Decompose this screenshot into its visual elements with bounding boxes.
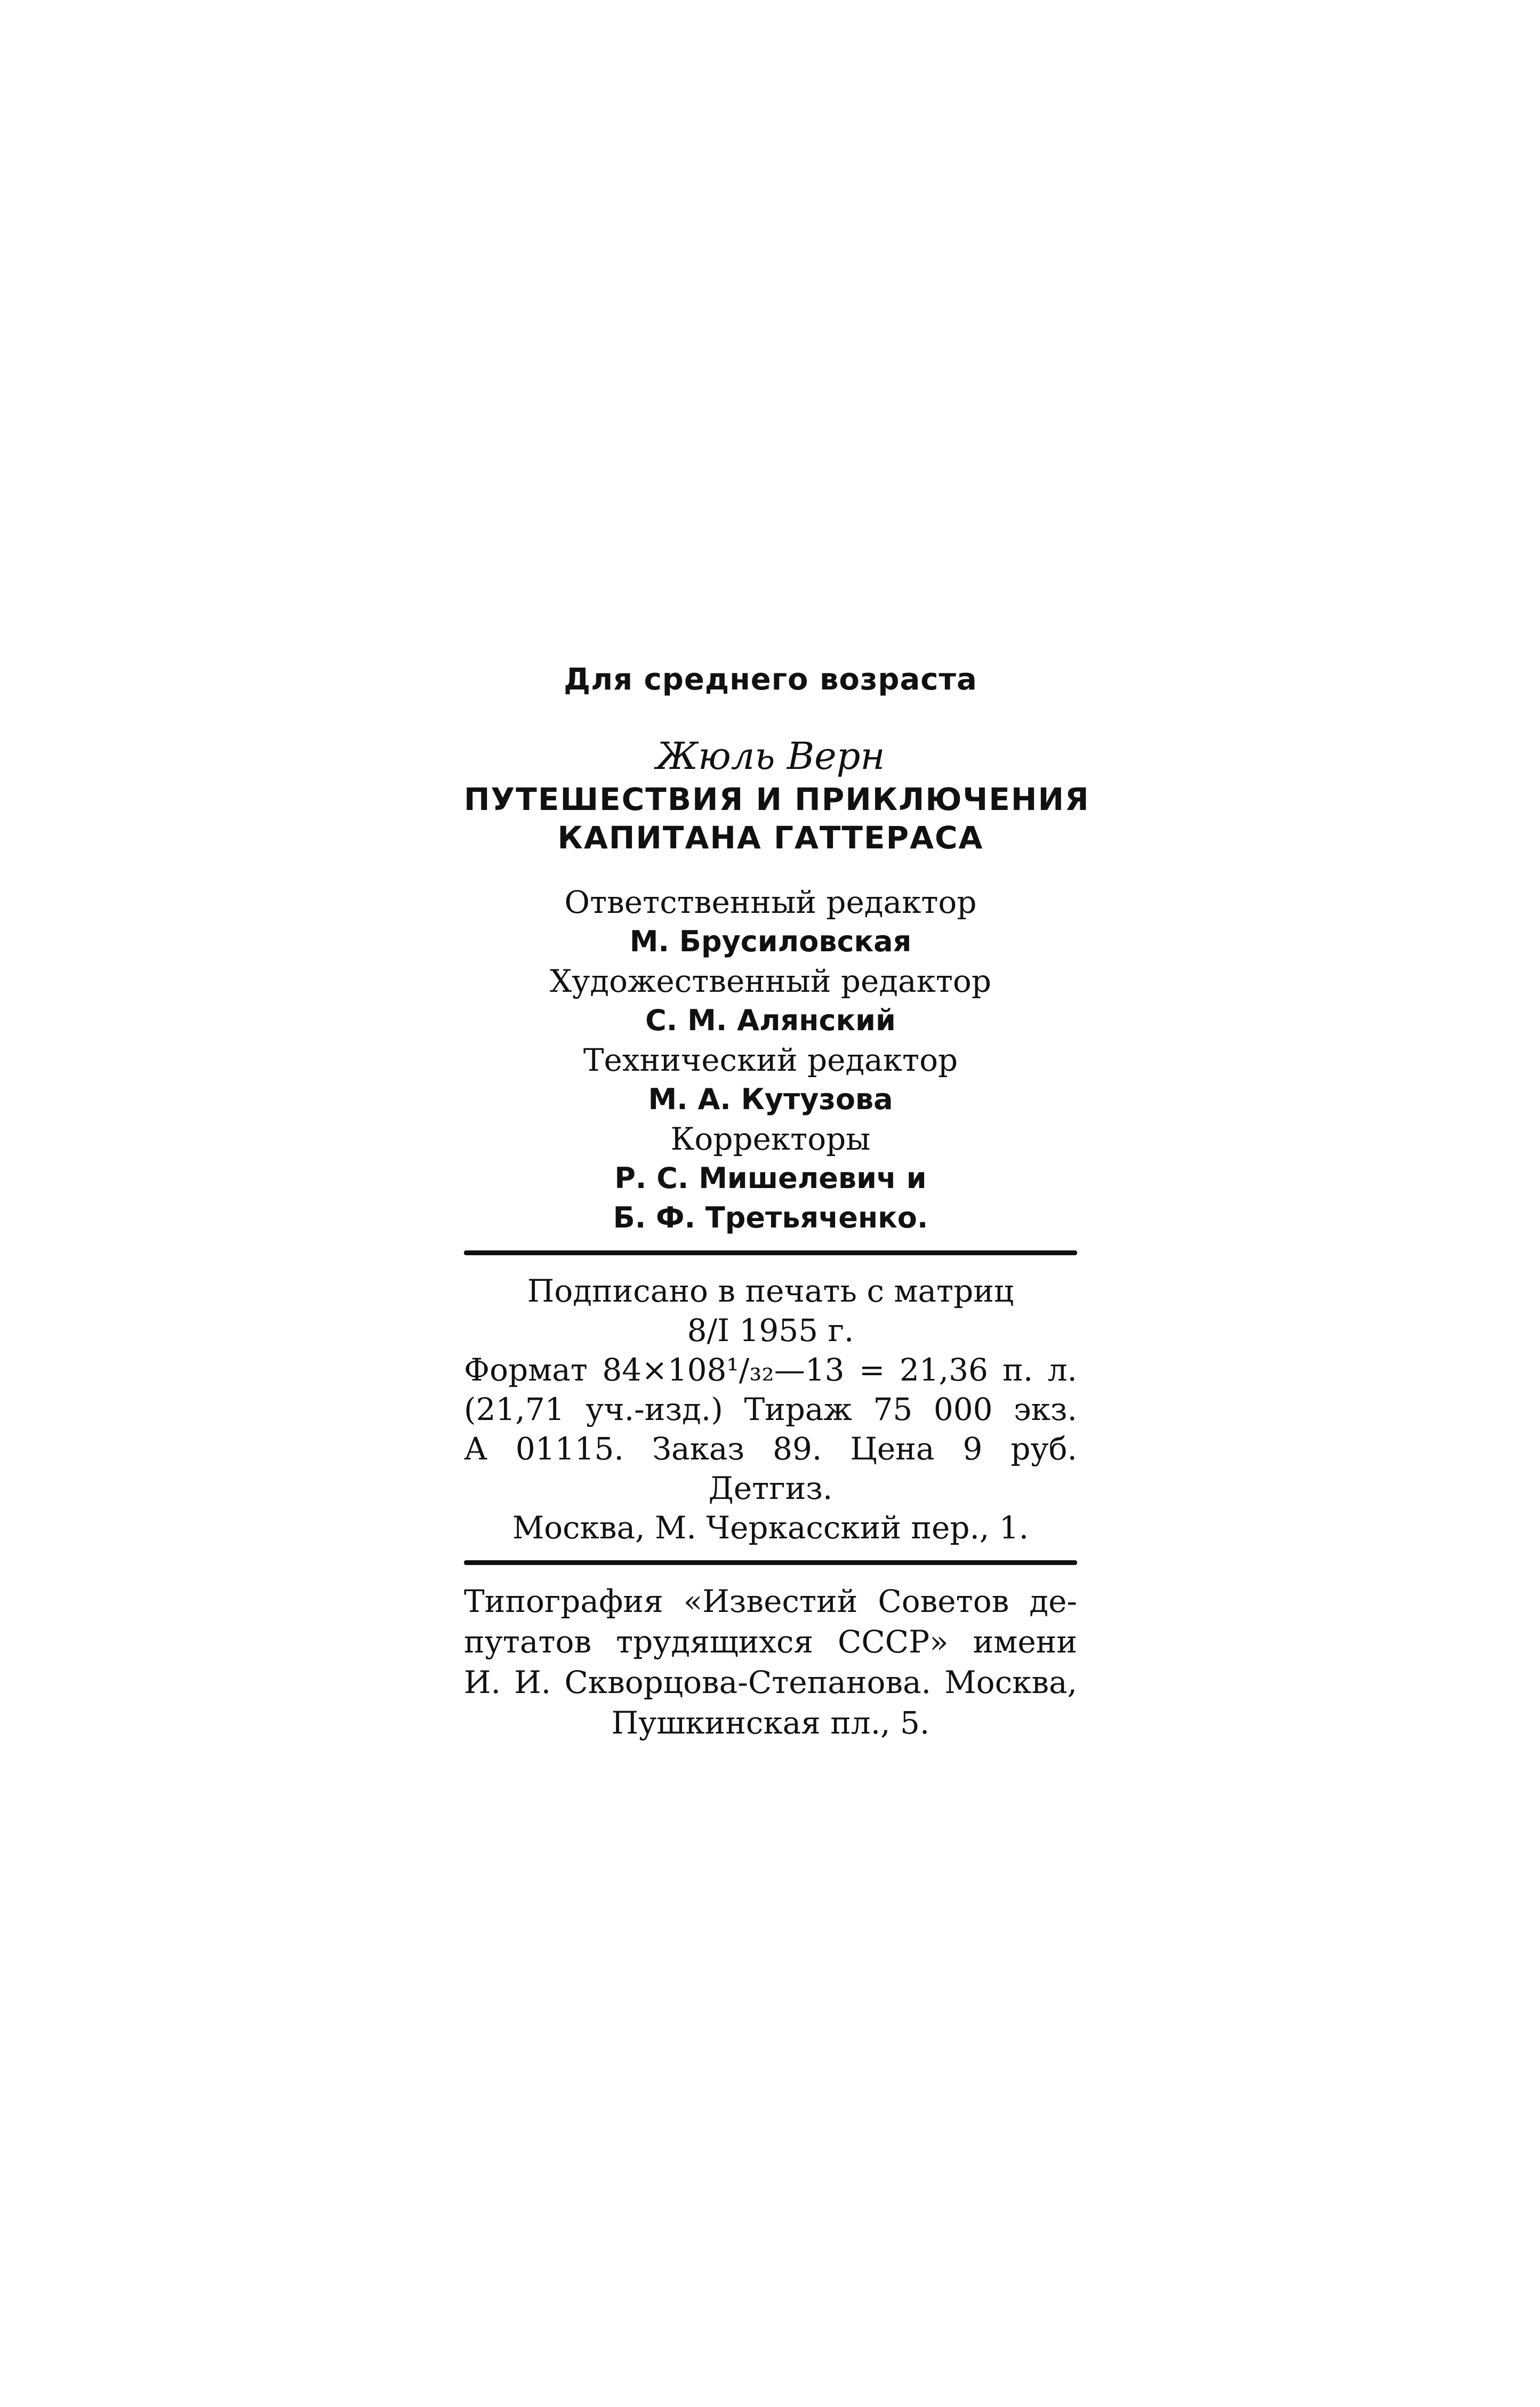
responsible-editor-role: Ответственный редактор <box>564 884 977 920</box>
signed-date-line: 8/I 1955 г. <box>687 1312 854 1349</box>
order-price-line: А 01115. Заказ 89. Цена 9 руб. <box>464 1431 1077 1467</box>
divider-rule-top <box>464 1250 1077 1255</box>
responsible-editor-name: М. Брусиловская <box>629 925 912 958</box>
printer-line-4: Пушкинская пл., 5. <box>611 1705 930 1741</box>
circulation-line: (21,71 уч.-изд.) Тираж 75 000 экз. <box>464 1391 1077 1427</box>
book-title-line-1: ПУТЕШЕСТВИЯ И ПРИКЛЮЧЕНИЯ <box>464 781 1090 817</box>
proofreader-2-name: Б. Ф. Третьяченко. <box>613 1201 928 1234</box>
printer-line-2: путатов трудящихся СССР» имени <box>464 1624 1077 1660</box>
author-name: Жюль Верн <box>656 734 885 778</box>
audience-label: Для среднего возраста <box>564 662 977 697</box>
tech-editor-name: М. А. Кутузова <box>648 1082 893 1116</box>
signed-to-print-line: Подписано в печать с матриц <box>527 1273 1014 1309</box>
colophon <box>464 653 1090 1743</box>
proofreaders-role: Корректоры <box>670 1121 871 1157</box>
divider-rule-bottom <box>464 1560 1077 1565</box>
art-editor-name: С. М. Алянский <box>645 1004 896 1037</box>
printer-line-1: Типография «Известий Советов де- <box>464 1583 1077 1619</box>
format-line: Формат 84×108¹/₃₂—13 = 21,36 п. л. <box>464 1352 1077 1388</box>
printer-line-3: И. И. Скворцова-Степанова. Москва, <box>464 1664 1077 1700</box>
imprint-block <box>464 1271 1077 1547</box>
credits-block <box>464 882 1077 1238</box>
art-editor-role: Художественный редактор <box>550 963 991 999</box>
book-title-line-2: КАПИТАНА ГАТТЕРАСА <box>557 820 984 856</box>
tech-editor-role: Технический редактор <box>583 1042 958 1078</box>
publisher-address-line: Москва, М. Черкасский пер., 1. <box>512 1510 1029 1546</box>
printer-block <box>464 1581 1077 1743</box>
proofreader-1-name: Р. С. Мишелевич и <box>614 1161 927 1195</box>
book-title <box>464 780 1090 857</box>
publisher-line: Детгиз. <box>708 1470 833 1506</box>
